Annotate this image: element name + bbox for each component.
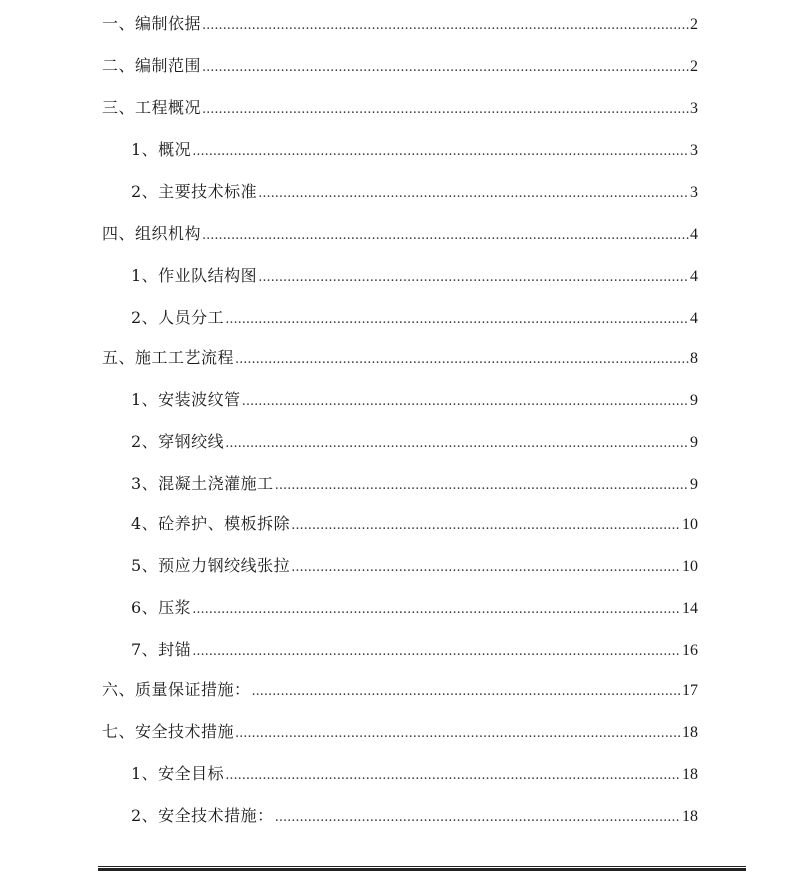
toc-entry[interactable]: [131, 306, 698, 330]
toc-entry-page: 4: [690, 226, 698, 243]
toc-entry-title: 6、压浆: [131, 598, 192, 617]
toc-entry[interactable]: [131, 264, 698, 288]
toc-entry-title: 2、安全技术措施：: [131, 806, 274, 825]
toc-entry-title: 1、安全目标: [131, 764, 225, 783]
toc-entry-title: 5、预应力钢绞线张拉: [131, 556, 291, 575]
toc-entry-title: 五、施工工艺流程: [102, 348, 235, 367]
toc-entry-page: 18: [682, 724, 698, 741]
toc-dot-leader: [202, 56, 689, 80]
toc-entry-page: 2: [690, 58, 698, 75]
toc-entry[interactable]: [102, 96, 698, 120]
toc-entry-title: 1、概况: [131, 140, 192, 159]
toc-dot-leader: [235, 348, 689, 372]
toc-entry[interactable]: [102, 12, 698, 36]
toc-dot-leader: [242, 390, 689, 414]
toc-dot-leader: [225, 764, 681, 788]
toc-entry[interactable]: [131, 138, 698, 162]
toc-dot-leader: [252, 680, 681, 704]
toc-entry-page: 3: [690, 142, 698, 159]
toc-entry-title: 2、主要技术标准: [131, 182, 258, 201]
toc-entry-title: 三、工程概况: [102, 98, 202, 117]
toc-entry[interactable]: [131, 472, 698, 496]
toc-dot-leader: [291, 514, 681, 538]
toc-entry[interactable]: [131, 638, 698, 662]
toc-entry-title: 六、质量保证措施：: [102, 680, 251, 699]
toc-entry[interactable]: [131, 512, 698, 536]
toc-dot-leader: [235, 722, 681, 746]
toc-entry[interactable]: [131, 388, 698, 412]
toc-entry-title: 4、砼养护、模板拆除: [131, 514, 291, 533]
toc-entry[interactable]: [102, 222, 698, 246]
toc-entry-page: 9: [690, 392, 698, 409]
toc-entry-title: 四、组织机构: [102, 224, 202, 243]
toc-dot-leader: [225, 432, 689, 456]
toc-dot-leader: [291, 556, 681, 580]
toc-entry-page: 3: [690, 184, 698, 201]
toc-dot-leader: [275, 806, 681, 830]
toc-dot-leader: [275, 474, 689, 498]
toc-dot-leader: [258, 182, 689, 206]
toc-dot-leader: [258, 266, 689, 290]
toc-entry-title: 1、作业队结构图: [131, 266, 258, 285]
toc-entry[interactable]: [131, 554, 698, 578]
toc-entry-page: 18: [682, 808, 698, 825]
toc-dot-leader: [202, 98, 689, 122]
toc-entry-title: 二、编制范围: [102, 56, 202, 75]
toc-entry-page: 10: [682, 558, 698, 575]
toc-dot-leader: [192, 640, 681, 664]
toc-entry-title: 3、混凝土浇灌施工: [131, 474, 274, 493]
toc-entry-title: 2、人员分工: [131, 308, 225, 327]
toc-entry-page: 14: [682, 600, 698, 617]
toc-dot-leader: [192, 140, 689, 164]
toc-entry[interactable]: [102, 346, 698, 370]
toc-entry-page: 8: [690, 350, 698, 367]
toc-entry-title: 七、安全技术措施: [102, 722, 235, 741]
toc-entry[interactable]: [102, 54, 698, 78]
footer-double-rule: [98, 866, 746, 871]
toc-entry-title: 7、封锚: [131, 640, 192, 659]
toc-dot-leader: [202, 14, 689, 38]
toc-dot-leader: [202, 224, 689, 248]
toc-entry-page: 10: [682, 516, 698, 533]
toc-entry[interactable]: [102, 678, 698, 702]
toc-dot-leader: [192, 598, 681, 622]
toc-entry-title: 1、安装波纹管: [131, 390, 241, 409]
toc-entry-page: 9: [690, 476, 698, 493]
toc-entry-page: 18: [682, 766, 698, 783]
toc-entry-page: 4: [690, 310, 698, 327]
toc-entry-page: 2: [690, 16, 698, 33]
toc-entry-page: 3: [690, 100, 698, 117]
toc-entry-page: 17: [682, 682, 698, 699]
toc-entry-page: 9: [690, 434, 698, 451]
toc-entry-page: 4: [690, 268, 698, 285]
toc-entry[interactable]: [131, 804, 698, 828]
toc-dot-leader: [225, 308, 689, 332]
toc-entry-title: 2、穿钢绞线: [131, 432, 225, 451]
toc-entry[interactable]: [131, 430, 698, 454]
toc-entry[interactable]: [131, 762, 698, 786]
toc-entry-page: 16: [682, 642, 698, 659]
toc-entry[interactable]: [102, 720, 698, 744]
toc-entry[interactable]: [131, 180, 698, 204]
toc-entry-title: 一、编制依据: [102, 14, 202, 33]
toc-entry[interactable]: [131, 596, 698, 620]
